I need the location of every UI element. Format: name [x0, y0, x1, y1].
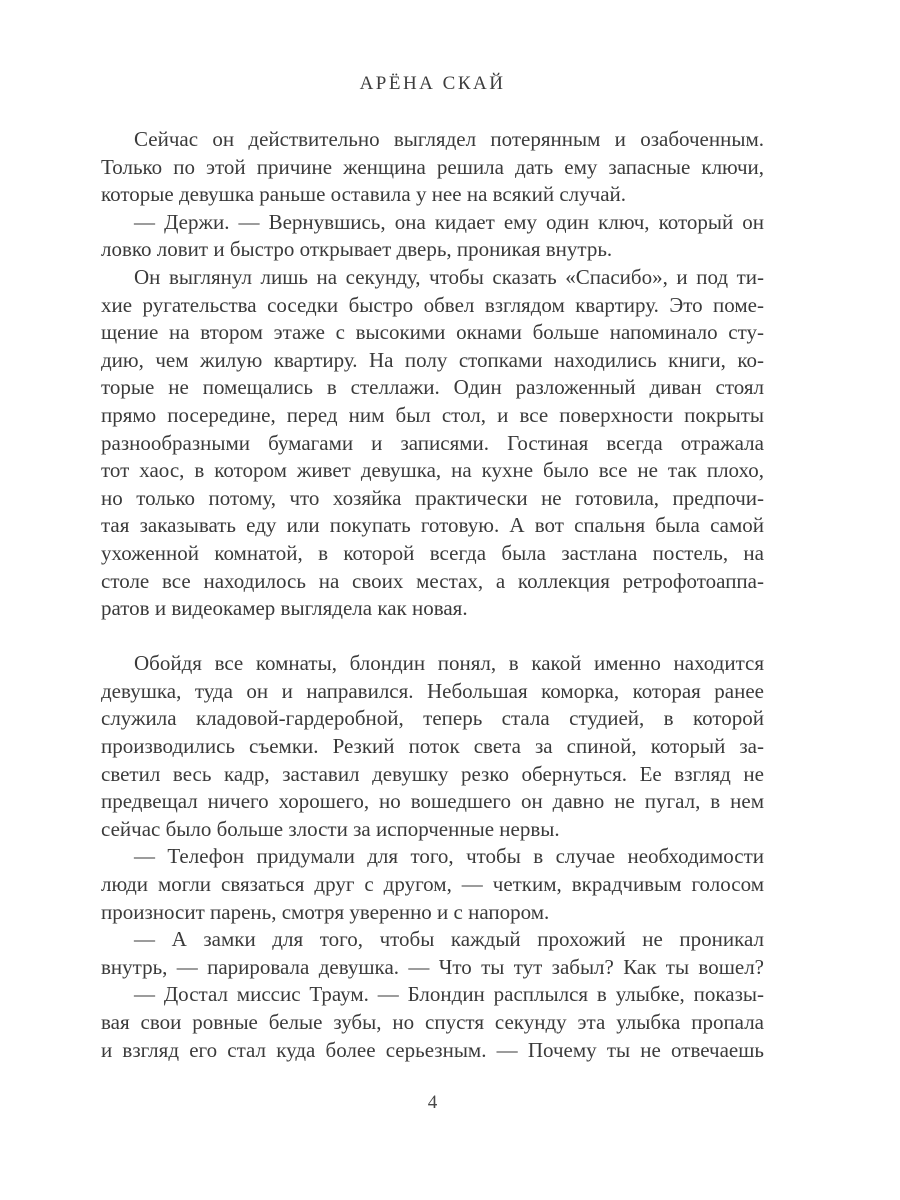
text-line: дию, чем жилую квартиру. На полу стопками находились книги, ко-: [101, 347, 764, 372]
text-line: произносит парень, смотря уверенно и с напором.: [101, 899, 550, 924]
paragraph: [101, 981, 764, 1064]
text-line: — А замки для того, чтобы каждый прохожий не проникал: [134, 927, 764, 952]
text-line: Он выглянул лишь на секунду, чтобы сказать «Спасибо», и под ти-: [134, 264, 764, 289]
text-line: разнообразными бумагами и записями. Гостиная всегда отражала: [101, 430, 764, 455]
running-header: АРЁНА СКАЙ: [359, 73, 506, 94]
paragraph: [101, 650, 764, 843]
text-line: служила кладовой-гардеробной, теперь стала студией, в которой: [101, 706, 764, 731]
text-line: внутрь, — парировала девушка. — Что ты тут забыл? Как ты вошел?: [101, 954, 764, 979]
text-line: — Достал миссис Траум. — Блондин расплылся в улыбке, показы-: [134, 982, 764, 1007]
text-line: торые не помещались в стеллажи. Один разложенный диван стоял: [101, 375, 764, 400]
text-line: столе все находилось на своих местах, а коллекция ретрофотоаппа-: [101, 568, 764, 593]
text-line: хие ругательства соседки быстро обвел взглядом квартиру. Это поме-: [101, 292, 764, 317]
text-line: ратов и видеокамер выглядела как новая.: [101, 596, 468, 621]
paragraph: [101, 843, 764, 926]
text-line: Обойдя все комнаты, блондин понял, в какой именно находится: [134, 651, 764, 676]
text-line: которые девушка раньше оставила у нее на всякий случай.: [101, 182, 627, 207]
text-line: Только по этой причине женщина решила дать ему запасные ключи,: [101, 154, 764, 179]
text-line: производились съемки. Резкий поток света за спиной, который за-: [101, 734, 764, 759]
text-line: светил весь кадр, заставил девушку резко обернуться. Ее взгляд не: [101, 761, 764, 786]
text-line: но только потому, что хозяйка практически не готовила, предпочи-: [101, 485, 764, 510]
text-line: и взгляд его стал куда более серьезным. — Почему ты не отвечаешь: [101, 1037, 764, 1062]
text-line: люди могли связаться друг с другом, — четким, вкрадчивым голосом: [101, 872, 764, 897]
text-line: — Держи. — Вернувшись, она кидает ему один ключ, который он: [134, 209, 764, 234]
paragraph: [101, 126, 764, 209]
text-line: тая заказывать еду или покупать готовую. А вот спальня была самой: [101, 513, 764, 538]
text-line: тот хаос, в котором живет девушка, на кухне было все не так плохо,: [101, 458, 764, 483]
text-line: ловко ловит и быстро открывает дверь, проникая внутрь.: [101, 237, 613, 262]
paragraph: [101, 209, 764, 264]
page-body: [101, 126, 764, 1064]
text-line: Сейчас он действительно выглядел потерянным и озабоченным.: [134, 127, 764, 151]
text-line: щение на втором этаже с высокими окнами больше напоминало сту-: [101, 320, 764, 345]
text-line: предвещал ничего хорошего, но вошедшего он давно не пугал, в нем: [101, 789, 764, 814]
text-line: ухоженной комнатой, в которой всегда была застлана постель, на: [101, 540, 764, 565]
text-line: девушка, туда он и направился. Небольшая коморка, которая ранее: [101, 678, 764, 703]
page-number: 4: [427, 1092, 438, 1113]
paragraph: [101, 264, 764, 623]
text-line: вая свои ровные белые зубы, но спустя секунду эта улыбка пропала: [101, 1010, 764, 1034]
text-line: — Телефон придумали для того, чтобы в случае необходимости: [134, 844, 764, 869]
paragraph: [101, 926, 764, 981]
text-line: сейчас было больше злости за испорченные нервы.: [101, 816, 560, 841]
text-line: прямо посередине, перед ним был стол, и все поверхности покрыты: [101, 402, 764, 427]
scene-break: [101, 623, 764, 651]
